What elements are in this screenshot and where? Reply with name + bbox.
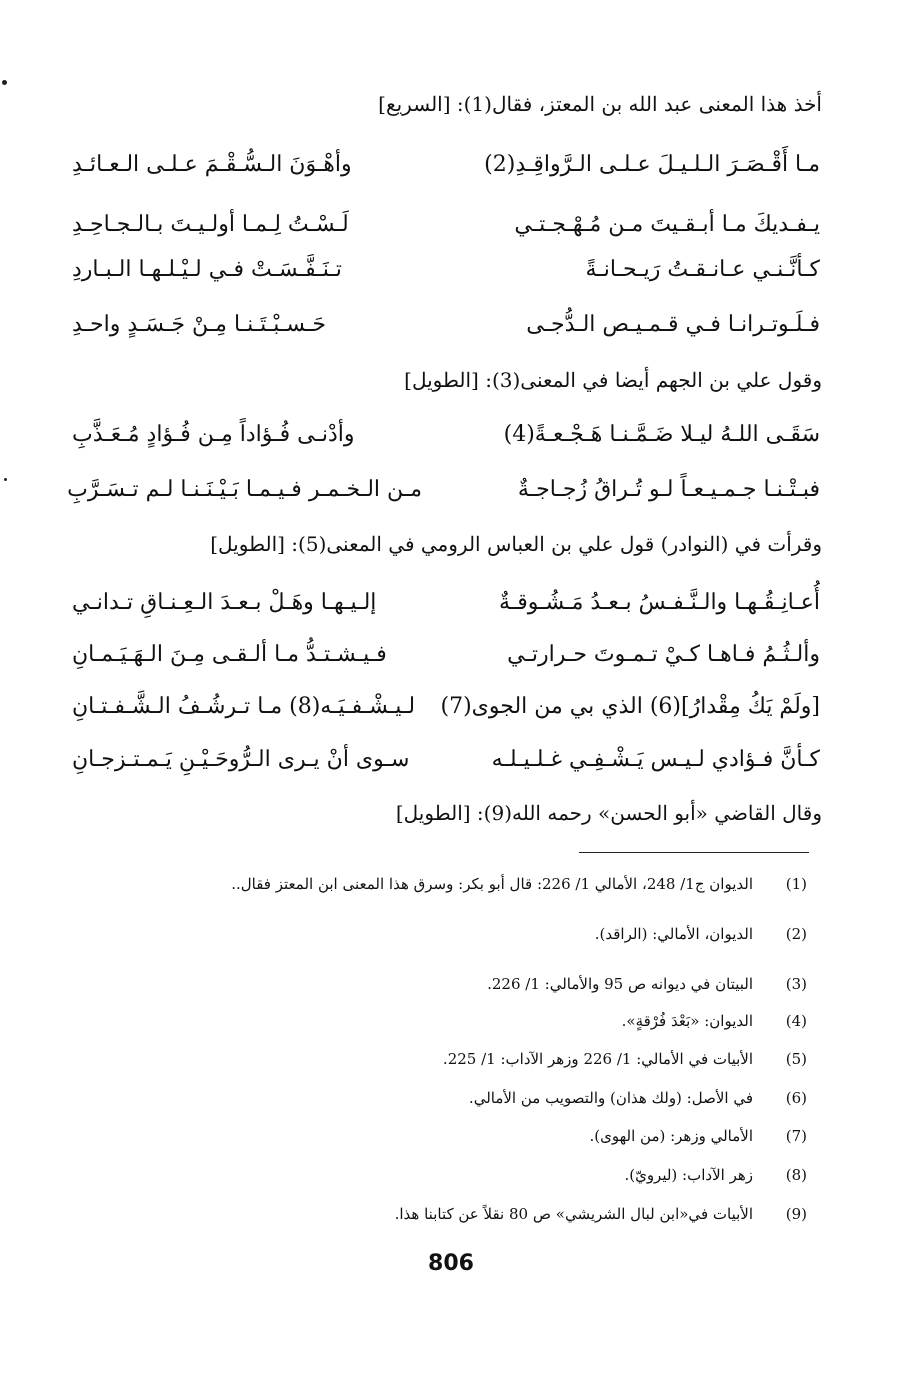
footnote	[77, 1118, 807, 1154]
verse-first-hemistich: فـلَـوتـرانـا فـي قـمـيـص الـدُّجـى	[526, 312, 820, 337]
verse-first-hemistich: يـفـديكَ مـا أبـقـيتَ مـن مُـهْـجـتـي	[514, 212, 820, 237]
scan-speck	[2, 80, 7, 85]
footnote-text: الديوان: «بَعْدَ فُرْقةٍ».	[621, 1012, 753, 1030]
verse-second-hemistich: فـيـشـتـدُّ مـا ألـقـى مِـنَ الـهَـيَـمـانِ	[72, 642, 387, 667]
footnote	[77, 1080, 807, 1116]
footnote-text: البيتان في ديوانه ص 95 والأمالي: 1/ 226.	[487, 975, 753, 993]
footnote-number: (2)	[785, 925, 807, 943]
footnote-separator	[579, 852, 809, 853]
verse-row	[72, 300, 820, 350]
footnote-text: الأبيات في الأمالي: 1/ 226 وزهر الآداب: 1/ 225.	[442, 1050, 753, 1068]
verse-second-hemistich: إلـيـهـا وهَـلْ بـعـدَ الـعِـنـاقِ تـدانـي	[72, 590, 377, 615]
footnote-number: (7)	[785, 1127, 807, 1145]
footnote-number: (6)	[785, 1089, 807, 1107]
footnote-text: الديوان، الأمالي: (الراقد).	[594, 925, 753, 943]
footnote-text: الأبيات في«ابن لبال الشريشي» ص 80 نقلاً عن كتابنا هذا.	[394, 1205, 753, 1223]
intro-line-ibn-al-rumi: وقرأت في (النوادر) قول علي بن العباس الرومي في المعنى(5): [الطويل]	[210, 532, 822, 556]
verse-row	[72, 630, 820, 680]
verse-second-hemistich: سـوى أنْ يـرى الـرُّوحَـيْـنِ يَـمـتـزجـانِ	[72, 747, 410, 772]
verse-second-hemistich: لَـسْـتُ لِـمـا أولـيـتَ بـالـجـاحِـدِ	[72, 212, 349, 237]
footnote	[77, 1157, 807, 1193]
verse-second-hemistich: وأدْنـى فُـؤاداً مِـن فُـؤادٍ مُـعَـذَّبِ	[72, 422, 355, 447]
footnote-number: (8)	[785, 1166, 807, 1184]
verse-first-hemistich: كـأنَّـنـي عـانـقـتُ رَيـحـانـةً	[585, 257, 820, 282]
footnote	[77, 1196, 807, 1232]
verse-first-hemistich: وألـثُـمُ فـاهـا كـيْ تـمـوتَ حـرارتـي	[507, 642, 820, 667]
footnote-text: الديوان ج1/ 248، الأمالي 1/ 226: قال أبو بكر: وسرق هذا المعنى ابن المعتز فقال..	[231, 875, 753, 893]
verse-first-hemistich: مـا أَقْـصَـرَ الـلـيـلَ عـلـى الـرَّواقِـدِ(2)	[484, 152, 820, 177]
verse-first-hemistich: سَقَـى اللـهُ ليـلا ضَـمَّـنـا هَـجْـعـةً(4)	[503, 422, 820, 447]
verse-first-hemistich: أُعـانِـقُـهـا والـنَّـفـسُ بـعـدُ مَـشُـوقـةٌ	[499, 590, 820, 615]
verse-row	[72, 735, 820, 785]
verse-row	[72, 682, 820, 732]
footnote-text: زهر الآداب: (ليرويّ).	[624, 1166, 753, 1184]
footnote-number: (9)	[785, 1205, 807, 1223]
verse-second-hemistich: وأهْـوَنَ الـسُّـقْـمَ عـلـى الـعـائـدِ	[72, 152, 352, 177]
footnote	[77, 866, 807, 902]
intro-line-qadi-abu-al-hasan: وقال القاضي «أبو الحسن» رحمه الله(9): [الطويل]	[395, 801, 822, 825]
footnote-text: الأمالي وزهر: (من الهوى).	[589, 1127, 753, 1145]
intro-line-ibn-al-mutazz: أخذ هذا المعنى عبد الله بن المعتز، فقال(1): [السريع]	[378, 92, 822, 116]
footnote	[77, 916, 807, 952]
footnote-number: (5)	[785, 1050, 807, 1068]
scan-speck	[4, 478, 7, 481]
verse-second-hemistich: مـن الـخـمـر فـيـمـا بَـيْـنَـنـا لـم تـسَـرَّبِ	[67, 477, 422, 502]
intro-line-ibn-al-jahm: وقول علي بن الجهم أيضا في المعنى(3): [الطويل]	[404, 368, 822, 392]
footnote	[77, 966, 807, 1002]
verse-row	[72, 410, 820, 460]
verse-row	[72, 140, 820, 190]
verse-first-hemistich: كـأنَّ فـؤادي لـيـس يَـشْـفِـي غـلـيـلـه	[491, 747, 820, 772]
footnote	[77, 1041, 807, 1077]
page-number: 806	[428, 1251, 474, 1276]
verse-first-hemistich: [ولَمْ يَكُ مِقْدارُ](6) الذي بي من الجوى(7)	[440, 694, 820, 719]
footnote-text: في الأصل: (ولك هذان) والتصويب من الأمالي.	[468, 1089, 753, 1107]
verse-row	[72, 200, 820, 250]
footnote	[77, 1003, 807, 1039]
verse-row	[72, 245, 820, 295]
verse-row	[72, 578, 820, 628]
verse-second-hemistich: تـنَـفَّـسَـتْ فـي لـيْـلـهـا الـبـاردِ	[72, 257, 342, 282]
verse-second-hemistich: حَـسـبْـتَـنـا مِـنْ جَـسَـدٍ واحـدِ	[72, 312, 327, 337]
verse-first-hemistich: فبـتْـنـا جـمـيـعـاً لـو تُـراقُ زُجـاجـةٌ	[517, 477, 820, 502]
footnote-number: (3)	[785, 975, 807, 993]
verse-second-hemistich: لـيـشْـفـيَـه(8) مـا تـرشُـفُ الـشَّـفـتـانِ	[72, 694, 416, 719]
footnote-number: (4)	[785, 1012, 807, 1030]
verse-row	[67, 465, 820, 515]
footnote-number: (1)	[785, 875, 807, 893]
